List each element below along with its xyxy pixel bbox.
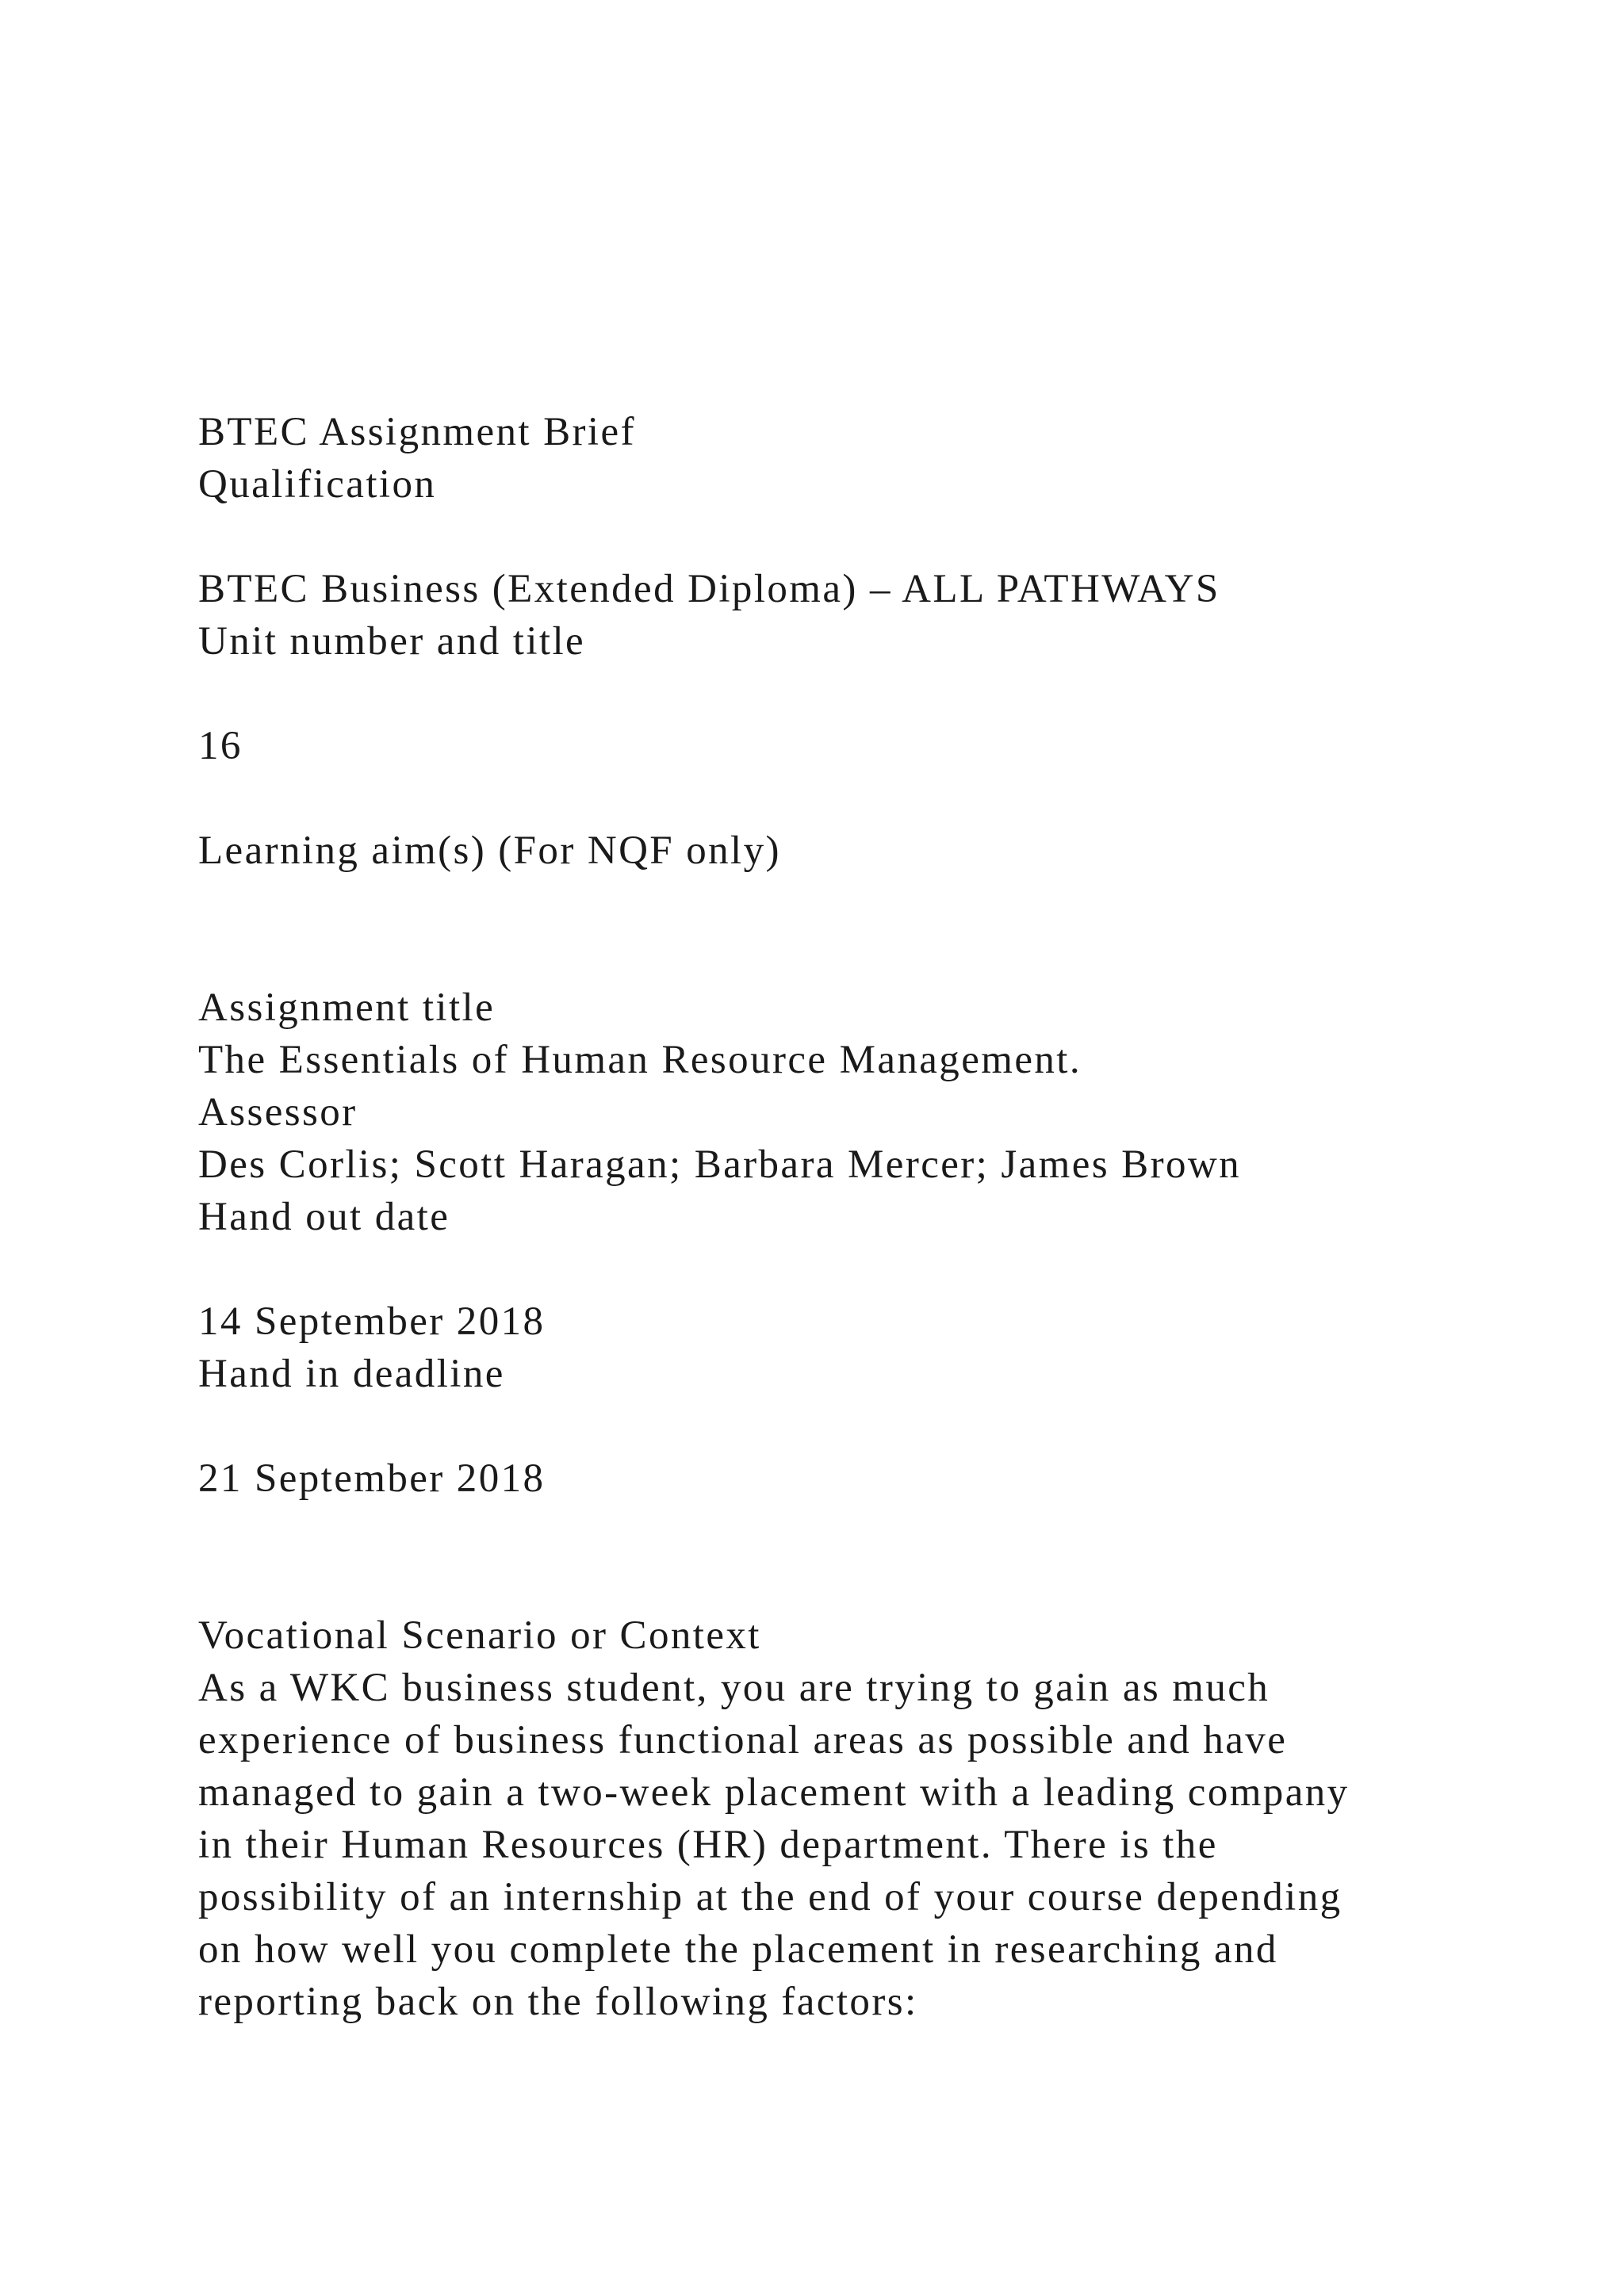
- scenario-line: experience of business functional areas as possible and have: [198, 1718, 1288, 1762]
- scenario-label: Vocational Scenario or Context: [198, 1613, 761, 1658]
- unit-value: 16: [198, 724, 243, 768]
- qualification-label: Qualification: [198, 462, 437, 507]
- spacer: [198, 1243, 1562, 1295]
- unit-label: Unit number and title: [198, 619, 586, 664]
- spacer: [198, 668, 1562, 720]
- spacer: [198, 1400, 1562, 1452]
- hand-in-deadline-value: 21 September 2018: [198, 1456, 546, 1501]
- hand-in-deadline-label: Hand in deadline: [198, 1352, 505, 1396]
- spacer: [198, 1505, 1562, 1609]
- scenario-line: managed to gain a two-week placement with a leading company: [198, 1770, 1350, 1815]
- assignment-title-label: Assignment title: [198, 985, 496, 1030]
- assessor-label: Assessor: [198, 1090, 358, 1135]
- assessor-value: Des Corlis; Scott Haragan; Barbara Mercer; James Brown: [198, 1142, 1242, 1187]
- spacer: [198, 511, 1562, 563]
- qualification-value: BTEC Business (Extended Diploma) – ALL PATHWAYS: [198, 567, 1220, 611]
- document-heading: BTEC Assignment Brief: [198, 410, 636, 454]
- scenario-line: on how well you complete the placement in researching and: [198, 1927, 1278, 1972]
- scenario-line: reporting back on the following factors:: [198, 1980, 918, 2024]
- scenario-line: in their Human Resources (HR) department. There is the: [198, 1823, 1218, 1867]
- spacer: [198, 772, 1562, 825]
- hand-out-date-value: 14 September 2018: [198, 1299, 546, 1344]
- spacer: [198, 877, 1562, 982]
- assignment-title-value: The Essentials of Human Resource Management.: [198, 1038, 1082, 1082]
- hand-out-date-label: Hand out date: [198, 1195, 450, 1239]
- document-body: [198, 406, 1562, 2028]
- scenario-line: As a WKC business student, you are trying to gain as much: [198, 1666, 1270, 1710]
- learning-aims-label: Learning aim(s) (For NQF only): [198, 828, 781, 873]
- scenario-line: possibility of an internship at the end of your course depending: [198, 1875, 1342, 1919]
